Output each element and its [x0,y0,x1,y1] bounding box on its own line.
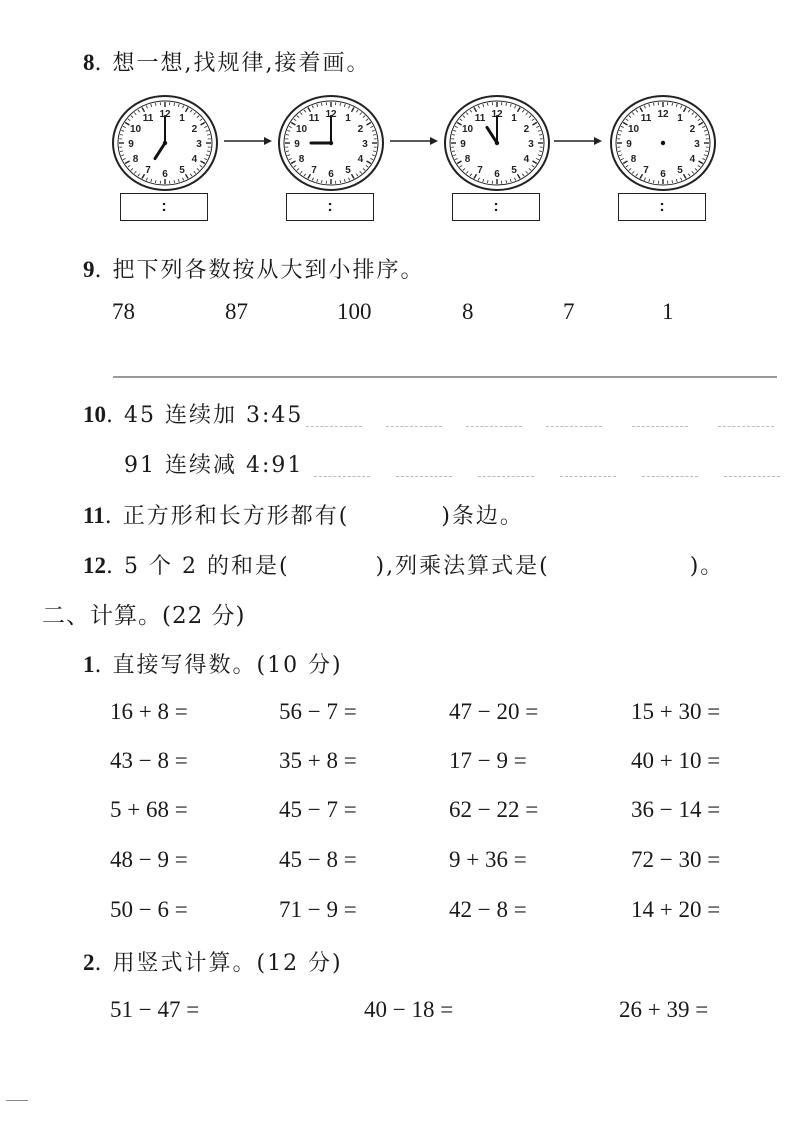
question-number: 11 [83,503,105,528]
answer-blank[interactable] [560,476,616,477]
section-title: 二、计算。(22 分) [42,603,246,629]
question-8 [83,46,370,77]
clock-numeral: 3 [528,139,534,150]
clock-numeral: 9 [128,139,134,150]
question-text-tail: )条边。 [441,504,524,529]
question-9 [83,253,425,284]
subquestion-2 [83,946,343,977]
clock-numeral: 9 [294,139,300,150]
clock-center [495,141,499,145]
clock-numeral: 6 [328,169,334,180]
calc-item: 5 + 68 = [110,797,188,822]
clock-numeral: 5 [677,164,683,176]
calc-item: 40 + 10 = [631,748,721,773]
clock-numeral: 5 [179,164,185,176]
clock-numeral: 11 [640,113,652,125]
clock-icon [110,93,220,193]
time-colon: : [327,198,333,215]
calc-item: 47 − 20 = [449,699,539,724]
time-answer-box[interactable] [452,193,540,221]
question-number: 10 [83,402,106,427]
answer-line[interactable] [113,376,777,378]
clock-numeral: 2 [357,124,364,135]
calc-item: 15 + 30 = [631,699,721,724]
clock-numeral: 1 [677,113,683,125]
vertical-calc-item: 51 − 47 = [110,997,200,1022]
clock-numeral: 1 [179,113,185,125]
clock-numeral: 6 [162,169,168,180]
sort-number: 100 [337,299,372,324]
clock-numeral: 12 [491,109,503,120]
clock-numeral: 10 [461,124,474,135]
clock-4 [608,93,718,193]
clock-numeral: 11 [308,113,320,125]
clock-numeral: 9 [626,139,632,150]
answer-blank[interactable] [546,426,602,427]
clock-center [163,141,167,145]
calc-item: 71 − 9 = [279,897,357,922]
calc-item: 35 + 8 = [279,748,357,773]
clock-numeral: 1 [511,113,517,125]
calc-item: 50 − 6 = [110,897,188,922]
page-corner-mark [6,1100,28,1101]
sort-number: 7 [563,299,575,324]
answer-blank[interactable] [306,426,362,427]
calc-item: 9 + 36 = [449,847,527,872]
time-answer-box[interactable] [120,193,208,221]
calc-item: 48 − 9 = [110,847,188,872]
arrow-right-icon [554,135,602,147]
question-11 [83,499,524,530]
clock-numeral: 4 [191,154,198,165]
calc-item: 43 − 8 = [110,748,188,773]
clock-numeral: 2 [523,124,530,135]
answer-blank[interactable] [386,426,442,427]
question-number: 8 [83,50,95,75]
answer-blank[interactable] [478,476,534,477]
clock-numeral: 2 [689,124,696,135]
clock-numeral: 7 [145,164,151,176]
clock-numeral: 12 [159,109,171,120]
clock-numeral: 6 [660,169,666,180]
question-text: . 5 个 2 的和是( [106,554,290,579]
vertical-calc-item: 26 + 39 = [619,997,709,1022]
question-text: . 把下列各数按从大到小排序。 [94,258,425,283]
question-number: 2 [83,950,95,975]
clock-numeral: 8 [132,154,139,165]
question-12 [83,549,724,580]
answer-blank[interactable] [632,426,688,427]
time-colon: : [493,198,499,215]
clock-numeral: 7 [311,164,317,176]
time-answer-box[interactable] [618,193,706,221]
clock-center [661,141,665,145]
clock-numeral: 10 [627,124,640,135]
question-text: . 45 连续加 3:45 [106,403,304,428]
question-text: . 想一想,找规律,接着画。 [94,51,371,76]
calc-item: 45 − 8 = [279,847,357,872]
clock-numeral: 5 [511,164,517,176]
sort-number: 87 [225,299,248,324]
clock-numeral: 3 [362,139,368,150]
answer-blank[interactable] [314,476,370,477]
clock-numeral: 11 [474,113,486,125]
answer-blank[interactable] [466,426,522,427]
clock-numeral: 4 [357,154,364,165]
calc-item: 42 − 8 = [449,897,527,922]
clock-icon [608,93,718,193]
question-text: . 直接写得数。(10 分) [94,653,343,678]
sort-number: 8 [462,299,474,324]
clock-numeral: 8 [630,154,637,165]
clock-numeral: 9 [460,139,466,150]
clock-1 [110,93,220,193]
sort-number: 1 [662,299,674,324]
calc-item: 14 + 20 = [631,897,721,922]
arrow-right-icon [390,135,438,147]
clock-icon [276,93,386,193]
clock-numeral: 10 [129,124,142,135]
clock-numeral: 11 [142,113,154,125]
time-colon: : [659,198,665,215]
answer-blank[interactable] [396,476,452,477]
question-text: . 用竖式计算。(12 分) [94,951,343,976]
calc-item: 62 − 22 = [449,797,539,822]
clock-numeral: 7 [477,164,483,176]
clock-numeral: 4 [523,154,530,165]
subquestion-1 [83,648,343,679]
answer-blank[interactable] [718,426,774,427]
question-text: 91 连续减 4:91 [124,453,304,478]
clock-numeral: 12 [657,109,669,120]
calc-item: 16 + 8 = [110,699,188,724]
clock-numeral: 10 [295,124,308,135]
clock-numeral: 8 [298,154,305,165]
calc-item: 17 − 9 = [449,748,527,773]
question-number: 9 [83,257,95,282]
calc-item: 36 − 14 = [631,797,721,822]
clock-numeral: 8 [464,154,471,165]
vertical-calc-item: 40 − 18 = [364,997,454,1022]
clock-numeral: 4 [689,154,696,165]
calc-item: 45 − 7 = [279,797,357,822]
time-colon: : [161,198,167,215]
question-number: 1 [83,652,95,677]
calc-item: 56 − 7 = [279,699,357,724]
clock-numeral: 3 [694,139,700,150]
question-text: . 正方形和长方形都有( [104,504,350,529]
clock-numeral: 7 [643,164,649,176]
clock-numeral: 3 [196,139,202,150]
question-number: 12 [83,553,106,578]
clock-icon [442,93,552,193]
clock-numeral: 6 [494,169,500,180]
clock-center [329,141,333,145]
question-text: )。 [689,554,725,579]
arrow-right-icon [224,135,272,147]
time-answer-box[interactable] [286,193,374,221]
clock-3 [442,93,552,193]
clock-numeral: 2 [191,124,198,135]
clock-2 [276,93,386,193]
question-10-line-1 [83,398,303,429]
clock-numeral: 1 [345,113,351,125]
clock-numeral: 12 [325,109,337,120]
question-10-line-2 [124,448,303,479]
question-text: ),列乘法算式是( [375,554,550,579]
calc-item: 72 − 30 = [631,847,721,872]
answer-blank[interactable] [642,476,698,477]
sort-number: 78 [112,299,135,324]
answer-blank[interactable] [724,476,780,477]
clock-numeral: 5 [345,164,351,176]
